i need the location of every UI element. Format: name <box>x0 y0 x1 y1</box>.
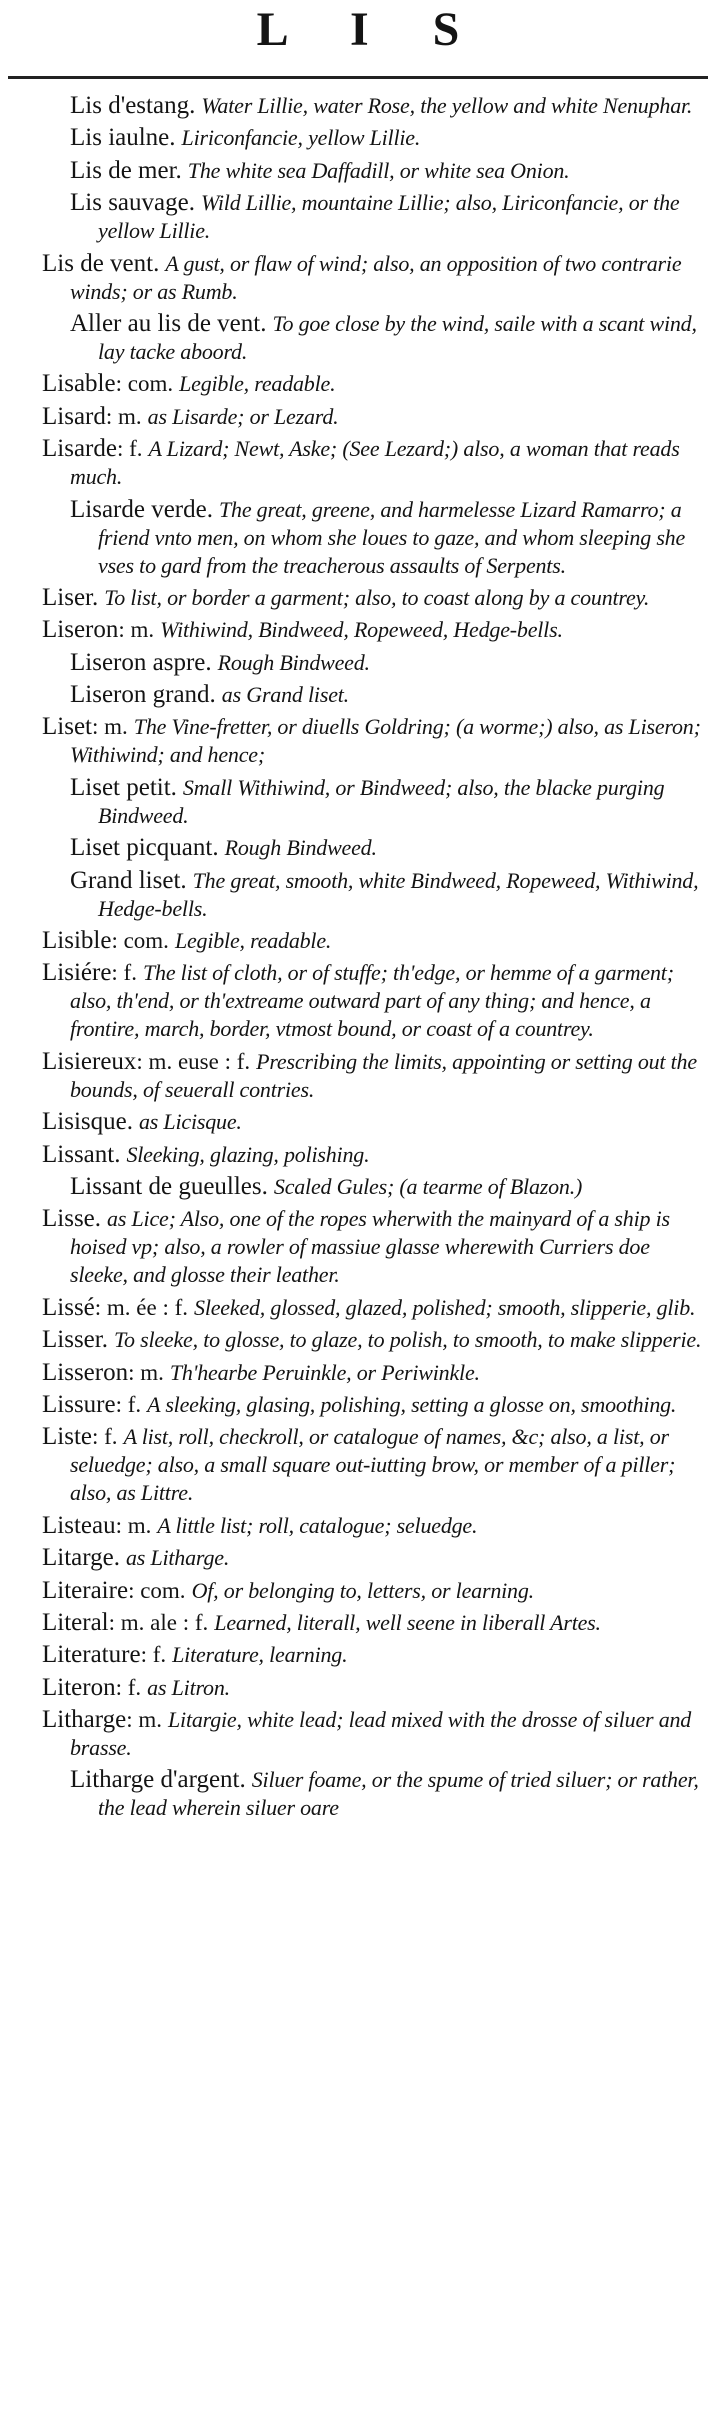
entry-grammar: : f. <box>92 1424 118 1450</box>
entry-headword: Lis de mer. <box>70 156 182 184</box>
entry-definition: To sleeke, to glosse, to glaze, to polish, to smooth, to make slipperie. <box>113 1327 702 1353</box>
dictionary-entry <box>42 370 712 398</box>
dictionary-entry <box>42 1577 712 1605</box>
dictionary-entry <box>70 1173 712 1201</box>
entry-definition: Litargie, white lead; lead mixed with the drosse of siluer and brasse. <box>70 1707 692 1761</box>
entry-headword: Listeau <box>42 1511 116 1539</box>
entry-definition: A Lizard; Newt, Aske; (See Lezard;) also, a woman that reads much. <box>70 436 680 490</box>
entry-headword: Litharge <box>42 1706 127 1734</box>
entry-definition: The list of cloth, or of stuffe; th'edge, or hemme of a garment; also, th'end, or th'extreame outward part of any thing; and hence, a frontire, march, border, vtmost bound, or coast of a countrey. <box>70 960 674 1042</box>
dictionary-entry <box>42 403 712 431</box>
entry-headword: Lis iaulne. <box>70 124 176 152</box>
entry-headword: Lisable <box>42 370 116 398</box>
entry-definition: A list, roll, checkroll, or catalogue of names, &c; also, a list, or seluedge; also, a small square out-iutting brow, or member of a piller; also, as Littre. <box>70 1424 676 1506</box>
entry-definition: Sleeked, glossed, glazed, polished; smooth, slipperie, glib. <box>194 1294 696 1320</box>
entry-definition: Small Withiwind, or Bindweed; also, the blacke purging Bindweed. <box>98 774 665 828</box>
entry-grammar: : f. <box>116 436 143 462</box>
dictionary-entry <box>42 1391 712 1419</box>
entry-headword: Lisible <box>42 927 112 955</box>
entry-headword: Lisseron <box>42 1358 129 1386</box>
dictionary-entry <box>70 189 712 245</box>
entry-headword: Literal <box>42 1608 109 1636</box>
entry-headword: Liste <box>42 1423 92 1451</box>
entry-headword: Literaire <box>42 1576 129 1604</box>
entry-definition: Scaled Gules; (a tearme of Blazon.) <box>273 1173 583 1199</box>
entry-grammar: : m. ée : f. <box>94 1294 189 1320</box>
entry-definition: Siluer foame, or the spume of tried siluer; or rather, the lead wherein siluer oare <box>98 1767 699 1821</box>
dictionary-entry <box>42 250 712 306</box>
entry-headword: Lissé <box>42 1293 95 1321</box>
entry-headword: Litharge d'argent. <box>70 1766 246 1794</box>
entry-headword: Litarge. <box>42 1544 120 1572</box>
entry-definition: as Licisque. <box>138 1109 242 1135</box>
entry-definition: To goe close by the wind, saile with a scant wind, lay tacke aboord. <box>98 310 697 364</box>
dictionary-entry <box>42 1141 712 1169</box>
entry-headword: Lissant de gueulles. <box>70 1172 268 1200</box>
entry-definition: Wild Lillie, mountaine Lillie; also, Liriconfancie, or the yellow Lillie. <box>98 190 680 244</box>
page-header <box>0 0 716 70</box>
entry-definition: Legible, readable. <box>174 928 332 954</box>
entry-grammar: : m. ale : f. <box>108 1609 209 1635</box>
dictionary-entry <box>70 649 712 677</box>
dictionary-entry <box>70 496 712 580</box>
header-rule <box>8 76 708 79</box>
entry-definition: Liriconfancie, yellow Lillie. <box>181 125 421 151</box>
entry-headword: Lisiereux <box>42 1047 137 1075</box>
entry-grammar: : m. <box>92 714 128 740</box>
entry-grammar: : m. <box>128 1359 164 1385</box>
entry-headword: Literature <box>42 1641 141 1669</box>
dictionary-entry <box>42 1512 712 1540</box>
entry-headword: Liseron <box>42 616 119 644</box>
dictionary-entry <box>42 435 712 491</box>
entry-definition: Th'hearbe Peruinkle, or Periwinkle. <box>169 1359 480 1385</box>
entry-headword: Lisse. <box>42 1205 102 1233</box>
entry-definition: Of, or belonging to, letters, or learning. <box>191 1577 534 1603</box>
entry-definition: The Vine-fretter, or diuells Goldring; (a worme;) also, as Liseron; Withiwind; and hence; <box>70 714 701 768</box>
entry-list <box>0 92 716 1827</box>
entry-definition: as Litharge. <box>125 1545 230 1571</box>
dictionary-entry <box>42 1359 712 1387</box>
entry-headword: Liset petit. <box>70 773 177 801</box>
entry-definition: Rough Bindweed. <box>217 649 370 675</box>
entry-definition: To list, or border a garment; also, to coast along by a countrey. <box>104 584 650 610</box>
dictionary-entry <box>70 774 712 830</box>
dictionary-entry <box>42 1706 712 1762</box>
dictionary-entry <box>42 616 712 644</box>
entry-headword: Grand liset. <box>70 866 187 894</box>
entry-definition: The great, smooth, white Bindweed, Ropeweed, Withiwind, Hedge-bells. <box>98 867 699 921</box>
dictionary-entry <box>70 92 712 120</box>
dictionary-entry <box>70 310 712 366</box>
entry-definition: Water Lillie, water Rose, the yellow and white Nenuphar. <box>201 93 693 118</box>
entry-definition: Legible, readable. <box>179 371 336 397</box>
dictionary-entry <box>42 1108 712 1136</box>
entry-definition: as Lice; Also, one of the ropes wherwith the mainyard of a ship is hoised vp; also, a rowler of massiue glasse wherewith Curriers doe sleeke, and glosse their leather. <box>70 1206 670 1288</box>
dictionary-entry <box>70 1766 712 1822</box>
entry-grammar: : com. <box>111 928 169 954</box>
entry-grammar: : m. <box>118 617 155 643</box>
dictionary-entry <box>42 713 712 769</box>
entry-headword: Literon <box>42 1673 116 1701</box>
dictionary-entry <box>42 927 712 955</box>
dictionary-entry <box>42 1609 712 1637</box>
entry-definition: Learned, literall, well seene in liberall Artes. <box>214 1609 601 1635</box>
entry-definition: Withiwind, Bindweed, Ropeweed, Hedge-bells. <box>160 617 563 643</box>
entry-definition: A gust, or flaw of wind; also, an opposition of two contrarie winds; or as Rumb. <box>70 250 682 304</box>
entry-grammar: : m. euse : f. <box>136 1048 251 1074</box>
dictionary-entry <box>42 1205 712 1289</box>
entry-grammar: : f. <box>140 1642 167 1668</box>
dictionary-entry <box>70 157 712 185</box>
entry-grammar: : f. <box>115 1674 142 1700</box>
page-title: L I S <box>256 3 486 56</box>
dictionary-entry <box>42 1048 712 1104</box>
dictionary-entry <box>70 834 712 862</box>
entry-headword: Lisser. <box>42 1326 108 1354</box>
entry-definition: The great, greene, and harmelesse Lizard Ramarro; a friend vnto men, on whom she loues to gaze, and whom sleeping she vses to gard from the treacherous assaults of Serpents. <box>98 496 686 578</box>
entry-headword: Lissant. <box>42 1140 121 1168</box>
entry-headword: Liseron grand. <box>70 681 216 709</box>
entry-headword: Lisiére <box>42 959 112 987</box>
entry-headword: Lissure <box>42 1390 116 1418</box>
dictionary-entry <box>42 1544 712 1572</box>
entry-definition: Literature, learning. <box>172 1642 348 1668</box>
entry-grammar: : m. <box>126 1707 163 1733</box>
entry-headword: Liseron aspre. <box>70 648 212 676</box>
entry-grammar: : m. <box>115 1512 152 1538</box>
entry-definition: as Grand liset. <box>221 682 349 708</box>
entry-definition: A sleeking, glasing, polishing, setting a glosse on, smoothing. <box>147 1391 677 1417</box>
dictionary-entry <box>42 1423 712 1507</box>
entry-grammar: : com. <box>115 371 174 397</box>
entry-grammar: : m. <box>105 403 142 429</box>
entry-headword: Aller au lis de vent. <box>70 309 267 337</box>
entry-definition: A little list; roll, catalogue; seluedge. <box>157 1512 478 1538</box>
entry-headword: Liset picquant. <box>70 834 219 862</box>
entry-headword: Lis sauvage. <box>70 189 195 217</box>
entry-definition: Sleeking, glazing, polishing. <box>126 1141 370 1167</box>
entry-headword: Lis de vent. <box>42 249 160 277</box>
dictionary-entry <box>42 1326 712 1354</box>
entry-headword: Lisarde <box>42 435 117 463</box>
entry-headword: Lis d'estang. <box>70 92 196 119</box>
entry-headword: Lisard <box>42 402 106 430</box>
dictionary-entry <box>42 584 712 612</box>
dictionary-entry <box>70 681 712 709</box>
entry-headword: Lisisque. <box>42 1108 133 1136</box>
entry-headword: Liser. <box>42 583 99 611</box>
entry-definition: as Lisarde; or Lezard. <box>147 403 339 429</box>
entry-headword: Lisarde verde. <box>70 495 213 523</box>
entry-grammar: : com. <box>128 1577 186 1603</box>
dictionary-entry <box>42 1641 712 1669</box>
entry-headword: Liset <box>42 713 92 741</box>
dictionary-entry <box>70 124 712 152</box>
entry-definition: as Litron. <box>147 1674 230 1700</box>
entry-grammar: : f. <box>115 1391 142 1417</box>
entry-grammar: : f. <box>111 960 137 986</box>
dictionary-entry <box>42 959 712 1043</box>
dictionary-entry <box>42 1294 712 1322</box>
entry-definition: Prescribing the limits, appointing or setting out the bounds, of seuerall contries. <box>70 1048 697 1102</box>
dictionary-entry <box>70 867 712 923</box>
dictionary-entry <box>42 1674 712 1702</box>
entry-definition: The white sea Daffadill, or white sea Onion. <box>187 157 570 183</box>
entry-definition: Rough Bindweed. <box>224 835 377 861</box>
